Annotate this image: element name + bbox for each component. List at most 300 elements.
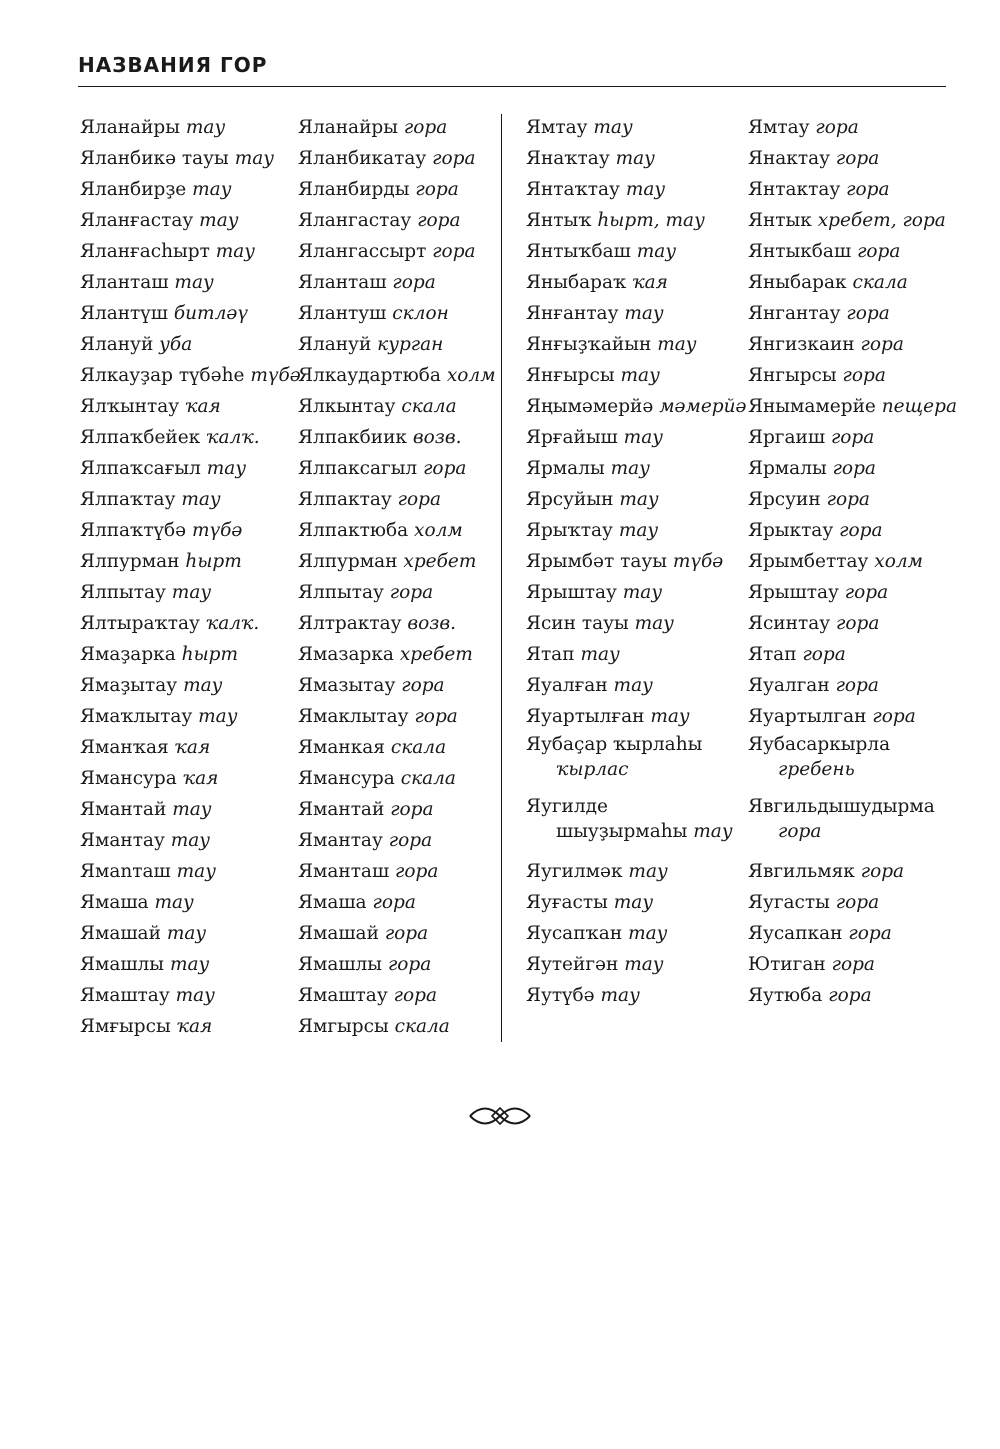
list-item [526,887,747,918]
entry-type: тау [169,954,210,975]
list-item [526,267,747,298]
list-item [298,329,496,360]
list-item [298,1011,496,1042]
entry-name: Яуартылған [526,706,645,727]
list-item [298,515,496,546]
entry-name: Яугилде [526,796,608,817]
entry-name: Яманташ [298,861,390,882]
list-item [80,980,301,1011]
list-item [748,484,957,515]
entry-name: Яуалған [526,675,608,696]
entry-type: гора [857,241,901,262]
list-item [748,515,957,546]
entry-name: Ямансура [80,768,177,789]
list-item [526,298,747,329]
list-item [748,639,957,670]
list-item [526,174,747,205]
entry-name: Ярсуин [748,489,821,510]
list-item [298,763,496,794]
list-item [748,422,957,453]
list-item [748,143,957,174]
entry-type: тау [636,241,677,262]
list-item [80,360,301,391]
entry-type: түбә [250,365,301,386]
entry-name: Ялтыраҡтау [80,613,200,634]
entry-name: Яланбикә тауы [80,148,229,169]
list-item [80,701,301,732]
list-item [298,546,496,577]
entry-type: тау [171,582,212,603]
entry-type: һырт [185,551,242,572]
entry-name: Янтыкбаш [748,241,852,262]
entry-name: Янғантау [526,303,619,324]
list-item [80,546,301,577]
entry-name: Яланбирҙе [80,179,187,200]
list-item [298,236,496,267]
list-item [298,949,496,980]
entry-name: Ясинтау [748,613,831,634]
list-item [298,143,496,174]
list-item [80,422,301,453]
list-item [298,670,496,701]
entry-type: тау [620,365,660,386]
entry-type: тау [625,179,666,200]
list-item [298,112,496,143]
entry-type: тау [650,706,690,727]
entry-name: Ямашай [80,923,161,944]
entry-name: Яңымәмерйә [526,396,654,417]
entry-type: гора [844,582,889,603]
entry-type: возв. [412,427,462,448]
entry-name: Ямтау [748,117,810,138]
entry-name: Янаҡтау [526,148,610,169]
entry-type: гора [831,954,875,975]
list-item [80,825,301,856]
entry-name: Яныбарак [748,272,847,293]
entry-name: Ямаҡлытау [80,706,193,727]
list-item [748,856,957,887]
column-russian-right [748,112,957,1011]
entry-name: Яланғасһырт [80,241,210,262]
entry-type: ҡырлас [556,759,629,780]
entry-type: гора [390,799,434,820]
entry-name: Ямаҙарка [80,644,176,665]
entry-name: Яланбикатау [298,148,427,169]
entry-name: Ялкаудартюба [298,365,441,386]
entry-type: тау [657,334,697,355]
entry-type: гора [392,272,436,293]
entry-type: гора [842,365,886,386]
entry-name: Ямансура [298,768,395,789]
entry-name: Ямантай [298,799,385,820]
list-item [80,639,301,670]
list-item [298,174,496,205]
column-russian-left [298,112,496,1042]
list-item [298,980,496,1011]
list-item [748,701,957,732]
list-item [298,360,496,391]
list-item [80,918,301,949]
list-item [748,794,957,856]
entry-type: ҡая [632,272,668,293]
entry-name: Яланайры [298,117,398,138]
entry-type: тау [175,985,215,1006]
entry-name: Яланташ [80,272,169,293]
column-divider [501,114,502,1042]
list-item [526,794,747,856]
list-item [526,484,747,515]
entry-type: холм [446,365,496,386]
entry-name: Ямаклытау [298,706,409,727]
list-item [526,949,747,980]
entry-type: гора [802,644,846,665]
list-item [526,205,747,236]
list-item [526,608,747,639]
entry-name: Яутюба [748,985,823,1006]
list-item [748,546,957,577]
entry-type: ҡая [174,737,211,758]
list-item [80,205,301,236]
entry-type: хребет [403,551,477,572]
ornament-divider-icon [468,1098,532,1134]
list-item [80,484,301,515]
list-item [748,267,957,298]
entry-type: тау [634,613,674,634]
entry-name: Ялпаҡсағыл [80,458,201,479]
list-item [80,577,301,608]
list-item [80,515,301,546]
entry-name: Ютиган [748,954,826,975]
entry-name: Яубасаркырла [748,734,891,755]
entry-type: возв. [407,613,457,634]
entry-type: гора [826,489,870,510]
list-item [526,391,747,422]
list-item [80,236,301,267]
entry-type: битләү [173,303,248,324]
entry-type: тау [170,830,211,851]
entry-type: тау [154,892,194,913]
entry-type: холм [874,551,923,572]
entry-type: гора [839,520,883,541]
entry-type: скала [390,737,447,758]
entry-type: гора [830,427,875,448]
entry-type: һырт [181,644,239,665]
list-item [748,980,957,1011]
entry-type: гора [835,675,879,696]
list-item [748,887,957,918]
entry-type: тау [166,923,207,944]
entry-name: Янғыҙҡайын [526,334,652,355]
list-item [298,918,496,949]
entry-type: тау [619,489,659,510]
entry-type: тау [610,458,650,479]
list-item [748,949,957,980]
entry-name: Ямгырсы [298,1016,389,1037]
entry-type: гора [414,706,458,727]
entry-name: Ялануй [298,334,372,355]
entry-type: тау [206,458,247,479]
entry-type: гора [372,892,416,913]
column-bashkir-left [80,112,301,1042]
entry-name: Яутүбә [526,985,595,1006]
list-item [526,546,747,577]
entry-name: Ялантуш [298,303,387,324]
list-item [526,980,747,1011]
list-item [526,670,747,701]
list-item [80,732,301,763]
list-item [80,267,301,298]
entry-name: Ялпытау [80,582,166,603]
list-item [298,701,496,732]
list-item [298,391,496,422]
entry-type: гора [395,861,439,882]
list-item [298,825,496,856]
list-item [298,422,496,453]
entry-name: Ярымбеттау [748,551,869,572]
entry-name: Ялкынтау [298,396,396,417]
header-rule [78,86,946,87]
entry-name: Ялануй [80,334,154,355]
list-item [748,298,957,329]
entry-type: гора [401,675,445,696]
list-item [80,763,301,794]
entry-type: гора [389,582,434,603]
entry-name: Яланташ [298,272,387,293]
entry-name: Явгильдышудырма [748,796,935,817]
entry-name: Янтыҡбаш [526,241,631,262]
entry-name: Янтыҡ [526,210,592,231]
entry-name: Яланбирды [298,179,410,200]
list-item [526,236,747,267]
entry-type: тау [615,148,655,169]
entry-type: скала [852,272,908,293]
list-item [526,360,747,391]
entry-type: скала [401,396,457,417]
list-item [80,174,301,205]
list-item [80,670,301,701]
entry-type: түбә [672,551,724,572]
entry-name: Ятап [748,644,797,665]
entry-type: тау [181,489,221,510]
entry-name: Яманҡая [80,737,169,758]
column-bashkir-right [526,112,747,1011]
entry-name: Ялангассырт [298,241,427,262]
entry-name: Ямазытау [298,675,396,696]
entry-name: Ямашлы [80,954,165,975]
entry-name: Ялпаҡтау [80,489,176,510]
entry-name: Ярыҡтау [526,520,613,541]
entry-name: Ямантау [80,830,165,851]
list-item [80,112,301,143]
entry-name: Яланайры [80,117,180,138]
entry-type: мәмерйә [659,396,747,417]
entry-name: Яутейгән [526,954,619,975]
entry-name: Ямаша [298,892,367,913]
entry-type: тау [174,272,214,293]
entry-name: Яланғастау [80,210,194,231]
list-item [80,949,301,980]
list-item [298,267,496,298]
list-item [298,732,496,763]
entry-name: Яугилмәк [526,861,623,882]
entry-name: Ямтау [526,117,588,138]
list-item [298,639,496,670]
entry-name: Яныбараҡ [526,272,627,293]
entry-type: гора [832,458,876,479]
list-item [526,577,747,608]
entry-name: Ялпаҡбейек [80,427,201,448]
entry-name: Ярғайыш [526,427,618,448]
entry-type: гора [846,303,890,324]
entry-name: Ямаштау [80,985,170,1006]
list-item [298,205,496,236]
entry-type: тау [613,675,653,696]
entry-name: Яманкая [298,737,385,758]
entry-type: ҡая [182,768,219,789]
list-item [80,608,301,639]
entry-name: Ялпаҡтүбә [80,520,187,541]
entry-type: тау [172,799,212,820]
entry-name: Ямаша [80,892,149,913]
entry-type: тау [215,241,256,262]
entry-name: Ялтрактау [298,613,402,634]
entry-type: гора [835,892,880,913]
entry-type: скала [394,1016,450,1037]
entry-name: Яугасты [748,892,830,913]
list-item [80,298,301,329]
entry-name: Ялпактау [298,489,392,510]
entry-name: Ямanташ [80,861,171,882]
entry-name: Ямашай [298,923,379,944]
entry-name: Янымамерйе [748,396,876,417]
list-item [80,1011,301,1042]
entry-type: тау [600,985,640,1006]
list-item [80,856,301,887]
list-item [526,453,747,484]
entry-name: шыуҙырмаһы [556,821,688,842]
entry-type: тау [183,675,223,696]
list-item [748,732,957,794]
entry-name: Ялкауҙар түбәһе [80,365,245,386]
entry-type: гора [397,489,442,510]
entry-type: гора [393,985,437,1006]
entry-type: гора [815,117,859,138]
entry-name: Янтаҡтау [526,179,620,200]
entry-name: Ярыштау [526,582,617,603]
list-item [526,639,747,670]
entry-name: Янгизкаин [748,334,855,355]
list-item [748,236,957,267]
entry-type: тау [198,706,238,727]
entry-name: Ясин тауы [526,613,629,634]
list-item [526,329,747,360]
entry-name: Яуартылган [748,706,867,727]
list-item [748,577,957,608]
entry-name: Ярмалы [526,458,605,479]
entry-type: гора [384,923,429,944]
entry-type: гора [403,117,448,138]
list-item [526,918,747,949]
list-item [526,856,747,887]
entry-name: Явгильмяк [748,861,855,882]
entry-name: Янгантау [748,303,841,324]
entry-type: гора [388,830,433,851]
entry-type: гора [872,706,916,727]
entry-name: Янтактау [748,179,841,200]
entry-type: һырт, тау [597,210,705,231]
entry-name: Ярыштау [748,582,839,603]
entry-type: гребень [778,759,855,780]
entry-type: ҡая [176,1016,213,1037]
entry-name: Ямантау [298,830,383,851]
entry-name: Ямантай [80,799,167,820]
entry-name: Янактау [748,148,831,169]
entry-type: тау [622,582,663,603]
entry-name: Ялҡынтау [80,396,180,417]
entry-type: тау [580,644,620,665]
list-item [80,391,301,422]
list-item [748,453,957,484]
list-item [80,143,301,174]
entry-name: Яубаҫар ҡырлаһы [526,734,703,755]
entry-name: Ялпытау [298,582,384,603]
entry-type: тау [624,954,664,975]
list-item [526,143,747,174]
entry-name: Янгырсы [748,365,837,386]
list-item [80,794,301,825]
entry-name: Яргаиш [748,427,826,448]
list-item [526,515,747,546]
list-item [748,918,957,949]
entry-type: тау [628,923,668,944]
entry-name: Ялпаксагыл [298,458,418,479]
entry-type: тау [593,117,633,138]
entry-name: Ялантүш [80,303,168,324]
entry-name: Ямазарка [298,644,394,665]
entry-name: Ялпурман [298,551,398,572]
list-item [748,112,957,143]
entry-type: тау [234,148,274,169]
entry-name: Ялпактюба [298,520,409,541]
entry-type: гора [860,861,905,882]
entry-type: ҡалҡ. [206,427,260,448]
list-item [748,608,957,639]
entry-type: гора [836,613,880,634]
entry-type: тау [176,861,216,882]
entry-name: Ярымбәт тауы [526,551,667,572]
entry-type: гора [432,241,476,262]
list-item [748,329,957,360]
entry-type: тау [628,861,668,882]
entry-type: тау [624,303,664,324]
entry-type: хребет [399,644,473,665]
list-item [80,887,301,918]
entry-name: Ялпакбиик [298,427,407,448]
list-item [298,887,496,918]
list-item [526,732,747,794]
entry-name: Яусапкан [748,923,843,944]
list-item [80,329,301,360]
entry-name: Янғырсы [526,365,615,386]
entry-type: скала [400,768,456,789]
entry-name: Ярыктау [748,520,834,541]
list-item [526,701,747,732]
entry-type: гора [415,179,459,200]
list-item [298,484,496,515]
entry-type: гора [848,923,892,944]
entry-name: Яуалган [748,675,830,696]
entry-type: ҡая [185,396,221,417]
